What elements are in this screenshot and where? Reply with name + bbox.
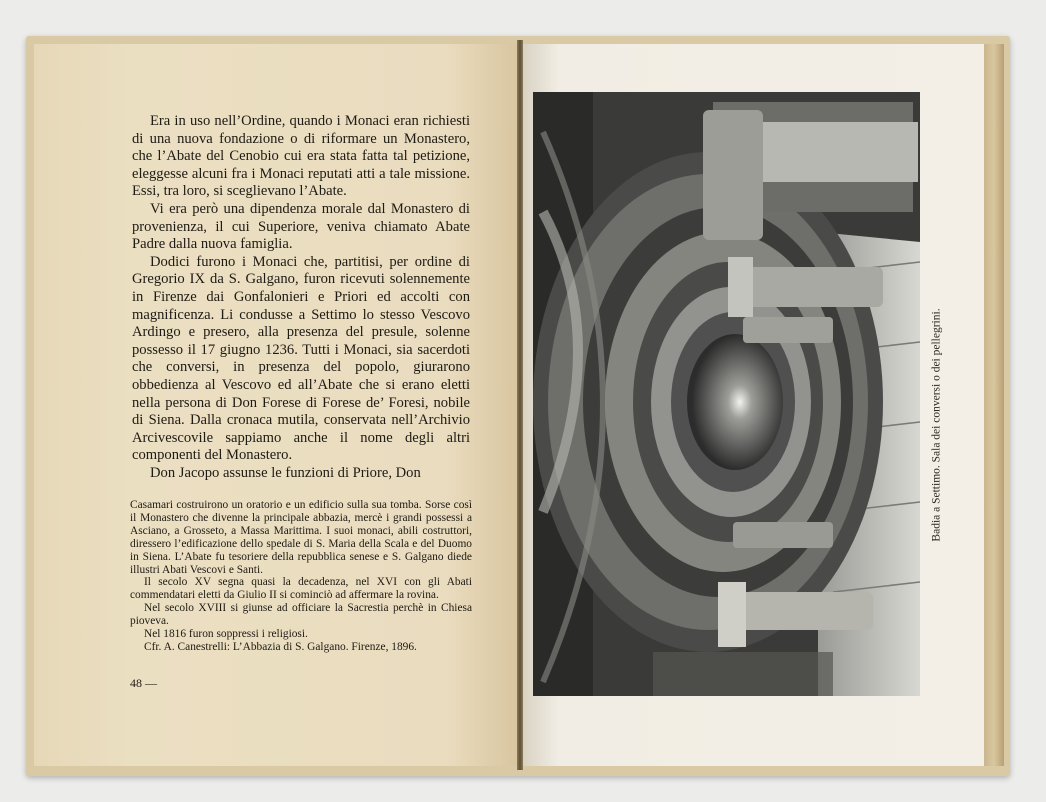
footnote-paragraph: Nel secolo XVIII si giunse ad officiare la Sacrestia perchè in Chiesa pioveva. (130, 602, 472, 628)
footnote-paragraph: Il secolo XV segna quasi la decadenza, nel XVI con gli Abati commendatari eletti da Giulio II si cominciò ad affermare la rovina. (130, 576, 472, 602)
cloister-photo (533, 92, 920, 696)
paragraph: Era in uso nell’Ordine, quando i Monaci eran richiesti di una nuova fondazione o di riformare un Monastero, che l’Abate del Cenobio cui era stata fatta tal petizione, eleggesse alcuni fra i Monaci reputati atti a tale missione. Essi, tra loro, si sceglievano l’Abate. (132, 113, 470, 200)
page-edges (984, 44, 1004, 766)
paragraph: Don Jacopo assunse le funzioni di Priore, Don (150, 464, 421, 481)
page-number: 48 — (130, 676, 157, 690)
footnote-paragraph: Cfr. A. Canestrelli: L’Abbazia di S. Galgano. Firenze, 1896. (144, 640, 417, 653)
caption-text: Badia a Settimo. Sala dei conversi o dei pellegrini. (931, 308, 944, 542)
paragraph: Vi era però una dipendenza morale dal Monastero di provenienza, il cui Superiore, veniva chiamato Abate Padre dalla nuova famiglia. (132, 200, 470, 253)
footnote-paragraph: Nel 1816 furon soppressi i religiosi. (144, 628, 308, 641)
book-gutter (517, 40, 523, 770)
footnote (130, 499, 472, 654)
photo-caption (912, 308, 962, 542)
body-text (132, 113, 470, 482)
footnote-paragraph: Casamari costruirono un oratorio e un edificio sulla sua tomba. Sorse così il Monastero che divenne la principale abbazia, mercè i grandi possessi a Asciano, a Grosseto, a Massa Marittima. I suoi monaci, abili costruttori, diressero l’edificazione dello spedale di S. Maria della Scala e del Duomo in Siena. L’Abate fu tesoriere della repubblica senese e S. Galgano diede illustri Abati Vescovi e Santi. (130, 499, 472, 576)
paragraph: Dodici furono i Monaci che, partitisi, per ordine di Gregorio IX da S. Galgano, furon ricevuti solennemente in Firenze dai Gonfalonieri e Priori ed accolti con magnificenza. Li condusse a Settimo lo stesso Vescovo Ardingo e presero, alla presenza del presule, solenne possesso il 17 giugno 1236. Tutti i Monaci, sia sacerdoti che conversi, in presenza del popolo, giurarono obbedienza al Vescovo ed all’Abate che si erano eletti nella persona di Don Forese di Forese de’ Foresi, nobile di Siena. Dalla cronaca mutila, conservata nell’Archivio Arcivescovile sappiamo anche il nome degli altri componenti del Monastero. (132, 253, 470, 464)
